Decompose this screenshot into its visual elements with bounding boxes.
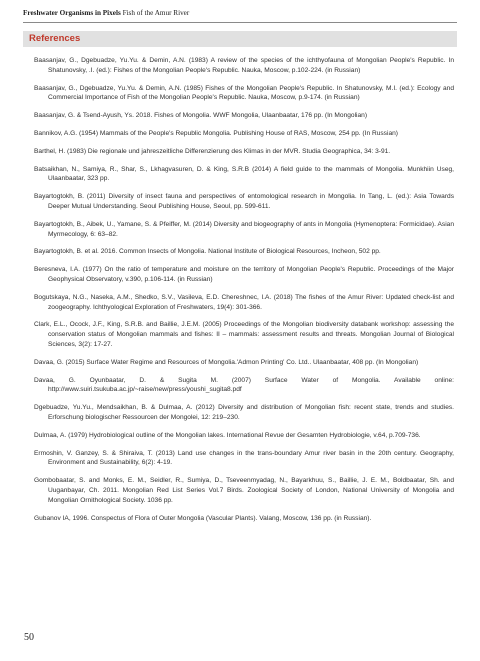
page-number: 50 (24, 632, 34, 643)
reference-item: Gombobaatar, S. and Monks, E. M., Seidler, R., Sumiya, D., Tseveenmyadag, N., Bayarkhuu, S., Baillie, J. E. M., Boldbaatar, Sh. and Uuganbayar, Ch. 2011. Mongolian Red List Series Vol.7 Birds. Zoological Society of London, National University of Mongolia and Mongolian Ornithological Society. 1036 pp. (34, 477, 454, 504)
reference-item: Dgebuadze, Yu.Yu., Mendsaikhan, B. & Dulmaa, A. (2012) Diversity and distribution of Mongolian fish: recent state, trends and studies. Erforschung biologischer Ressourcen der Mongolei, 12: 219–230. (34, 404, 454, 421)
running-header (23, 9, 189, 17)
reference-item: Bayartogtokh, B., Aibek, U., Yamane, S. & Pfeiffer, M. (2014) Diversity and biogeography of ants in Mongolia (Hymenoptera: Formicidae). Asian Myrmecology, 6: 63–82. (34, 220, 454, 238)
reference-item: Baasanjav, G., Dgebuadze, Yu.Yu. & Demin, A.N. (1983) A review of the species of the ichthyofauna of Mongolian People's Republic. In Shatunovsky, .I. (ed.): Fishes of the Mongolian People's Republic. Nauka, Moscow, p.102-224. (in Russian) (34, 57, 454, 74)
book-subtitle: Fish of the Amur River (122, 9, 190, 17)
section-heading-bar (23, 31, 457, 47)
reference-item: Beresneva, I.A. (1977) On the ratio of temperature and moisture on the territory of Mongolian People's Republic. Proceedings of the Major Geophysical Observatory, v.390, p.106-114. (in Russian) (34, 266, 454, 283)
reference-item: Baasanjav, G. & Tsend-Ayush, Ys. 2018. Fishes of Mongolia. WWF Mongolia, Ulaanbaatar, 176 pp. (In Mongolian) (34, 112, 368, 120)
reference-item: Bayartogtokh, B. (2011) Diversity of insect fauna and perspectives of entomological research in Mongolia. In Tang, L. (ed.): Asia Towards Deeper Mutual Understanding. Seoul Publishing House, Seoul, pp. 599-611. (34, 193, 454, 210)
reference-item: Barthel, H. (1983) Die regionale und jahreszeitliche Differenzierung des Klimas in der MVR. Studia Geographica, 34: 3-91. (34, 147, 391, 155)
reference-item: Ermoshin, V. Ganzey, S. & Shiraiva, T. (2013) Land use changes in the trans-boundary Amur river basin in the 20th century. Geography, Environment and Sustainability, 6(2): 4-19. (34, 449, 454, 467)
reference-item: Davaa, G. Oyunbaatar, D. & Sugita M. (2007) Surface Water of Mongolia. Available online: http://www.suiri.tsukuba.ac.jp/~raise/new/press/youshi_sugita8.pdf (34, 376, 454, 394)
reference-item: Dulmaa, A. (1979) Hydrobiological outline of the Mongolian lakes. International Revue der Gesamten Hydrobiologie, v.64, p.709-736. (34, 431, 421, 439)
reference-item: Gubanov IA, 1996. Conspectus of Flora of Outer Mongolia (Vascular Plants). Valang, Moscow, 136 pp. (in Russian). (34, 514, 372, 522)
reference-item: Bogutskaya, N.G., Naseka, A.M., Shedko, S.V., Vasileva, E.D. Chereshnec, I.A. (2018) The fishes of the Amur River: Updated check-list and zoogeography. Ichthyological Exploration of Freshwaters, 19(4): 301-366. (34, 293, 454, 311)
header-rule (23, 22, 457, 23)
reference-list (34, 56, 454, 531)
reference-item: Batsaikhan, N., Samiya, R., Shar, S., Lkhagvasuren, D. & King, S.R.B (2014) A field guide to the mammals of Mongolia. Munkhiin Useg, Ulaanbaatar, 323 pp. (34, 165, 454, 183)
series-title: Freshwater Organisms in Pixels (23, 9, 121, 17)
reference-item: Davaa, G. (2015) Surface Water Regime and Resources of Mongolia.'Admon Printing' Co. Ltd.. Ulaanbaatar, 408 pp. (In Mongolian) (34, 358, 419, 366)
reference-item: Bannikov, A.G. (1954) Mammals of the People's Republic Mongolia. Publishing House of RAS, Moscow, 254 pp. (In Russian) (34, 129, 398, 137)
reference-item: Bayartogtokh, B. et al. 2016. Common Insects of Mongolia. National Institute of Biological Resources, Incheon, 502 pp. (34, 248, 381, 256)
reference-item: Baasanjav, G., Dgebuadze, Yu.Yu. & Demin, A.N. (1985) Fishes of the Mongolian People's Republic. In Shatunovsky, M.I. (ed.): Ecology and Commercial Importance of Fish of the Mongolian People's Republic. Nauka, Moscow, p.9-174. (in Russian) (34, 84, 454, 102)
section-title: References (29, 33, 81, 44)
reference-item: Clark, E.L., Ocock, J.F., King, S.R.B. and Baillie, J.E.M. (2005) Proceedings of the Mongolian biodiversity databank workshop: assessing the conservation status of Mongolian mammals and fishes: II – mammals: assessment results and threats. Mongolian Journal of Biological Sciences, 3(2): 17-27. (34, 321, 454, 348)
